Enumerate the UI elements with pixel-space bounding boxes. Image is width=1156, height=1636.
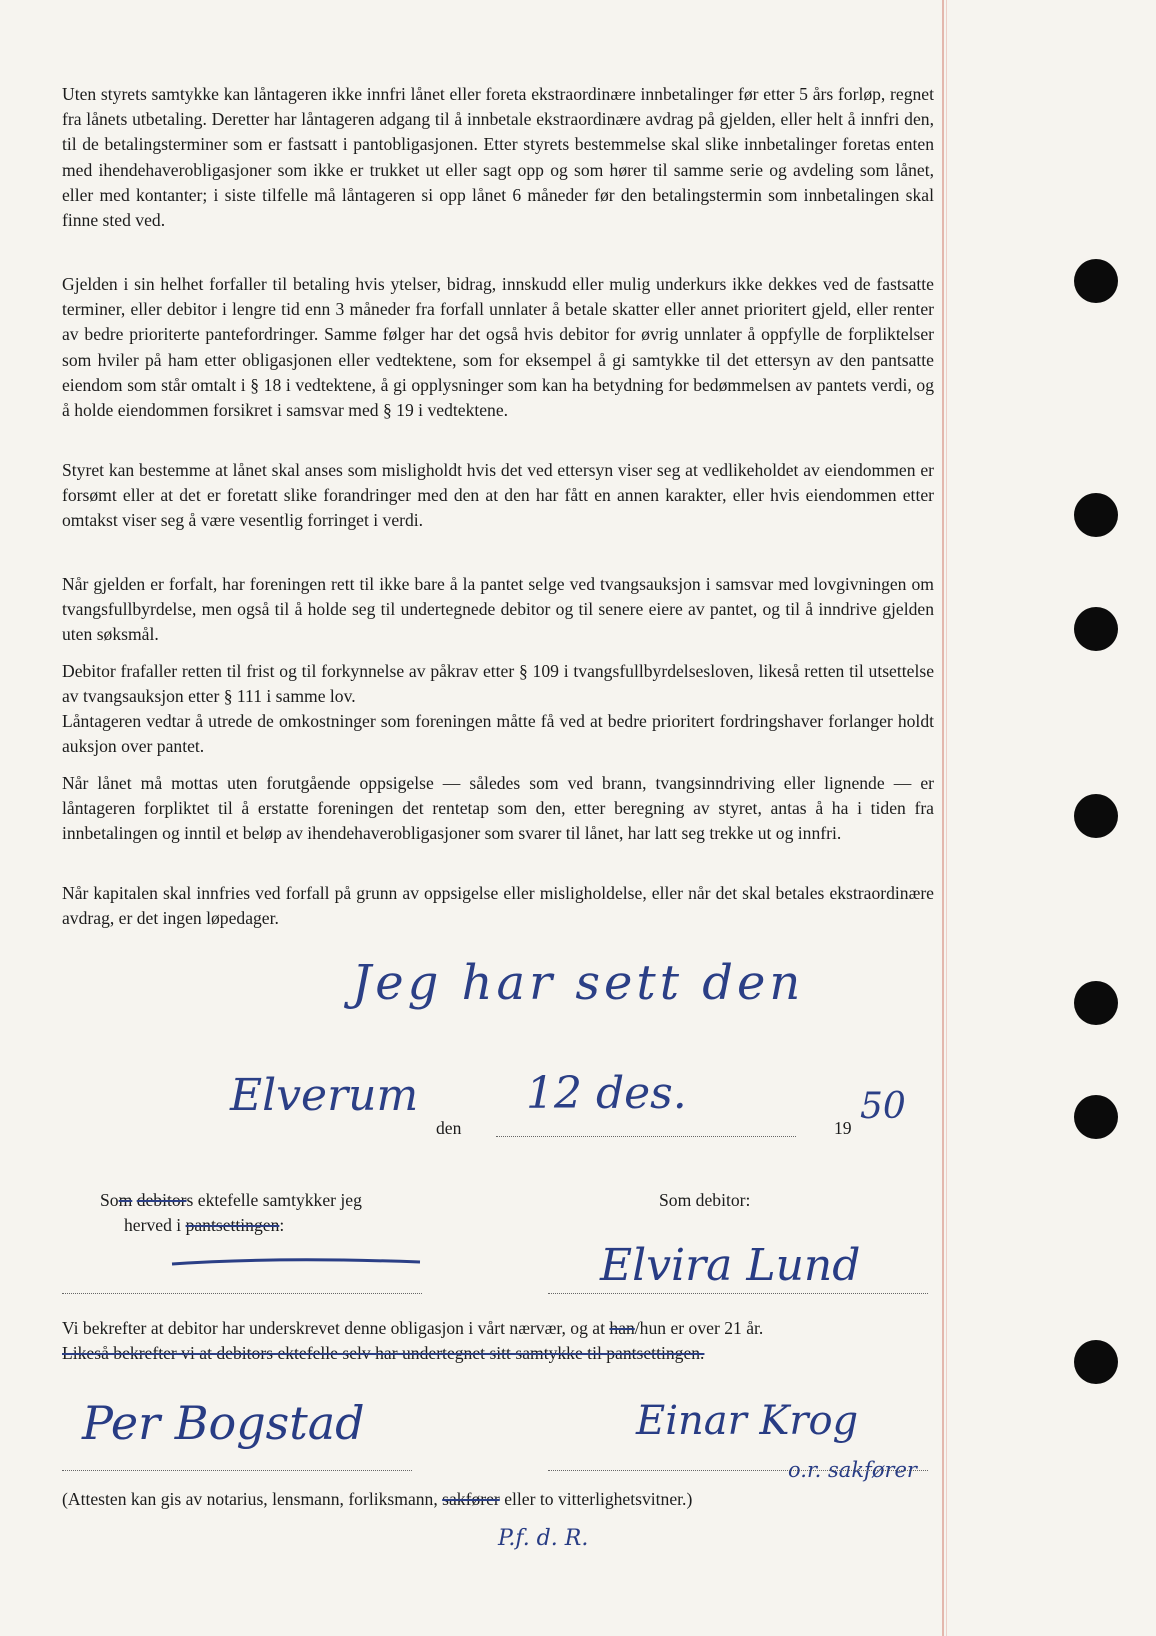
punch-hole bbox=[1074, 1340, 1118, 1384]
paragraph-foreclosure: Når gjelden er forfalt, har foreningen rett til ikke bare å la pantet selge ved tvangsauksjon i samsvar med lovgivningen om tvangsfullbyrdelse, men også til å holde seg til undertegnede debitor og til senere eiere av pantet, og til å inndrive gjelden uten søksmål. bbox=[62, 574, 934, 645]
place-handwritten: Elverum bbox=[230, 1070, 419, 1121]
certification-line1: Vi bekrefter at debitor har underskrevet denne obligasjon i vårt nærvær, og at han/hun er over 21 år. bbox=[62, 1318, 764, 1338]
handwritten-note: Jeg har sett den bbox=[352, 955, 805, 1011]
date-line bbox=[496, 1136, 796, 1137]
paragraph-grace-days: Når kapitalen skal innfries ved forfall på grunn av oppsigelse eller misligholdelse, eller når det skal betales ekstraordinære avdrag, er det ingen løpedager. bbox=[62, 883, 934, 929]
year-handwritten: 50 bbox=[860, 1086, 906, 1127]
debtor-label: Som debitor: bbox=[659, 1190, 751, 1210]
certification-line2: Likeså bekrefter vi at debitors ektefelle selv har undertegnet sitt samtykke til pantsettingen. bbox=[62, 1343, 705, 1363]
attest-note: (Attesten kan gis av notarius, lensmann, forliksmann, sakfører eller to vitterlighetsvitner.) bbox=[62, 1489, 693, 1509]
margin-rule-inner bbox=[946, 0, 947, 1636]
year-prefix: 19 bbox=[834, 1118, 852, 1138]
paragraph-waiver: Debitor frafaller retten til frist og til forkynnelse av påkrav etter § 109 i tvangsfullbyrdelsesloven, likeså retten til utsettelse av tvangsauksjon etter § 111 i samme lov. bbox=[62, 661, 934, 707]
paragraph-default: Gjelden i sin helhet forfaller til betaling hvis ytelser, bidrag, innskudd eller mulig underkurs ikke dekkes ved de fastsatte terminer, eller debitor i lengre tid enn 3 måneder fra forfall unnlater å betale skatter eller annet prioritert gjeld, eller renter av bedre prioriterte pantefordringer. Samme følger har det også hvis debitor for øvrig unnlater å oppfylle de forpliktelser som hviler på ham etter obligasjonen eller vedtektene, som for eksempel å gi samtykke til det ettersyn av den pantsatte eiendom som står omtalt i § 18 i vedtektene, å gi opplysninger som kan ha betydning for bedømmelsen av pantets verdi, og å holde eiendommen forsikret i samsvar med § 19 i vedtektene. bbox=[62, 274, 934, 421]
debtor-signature-line bbox=[548, 1293, 928, 1294]
date-handwritten: 12 des. bbox=[526, 1068, 687, 1119]
witness2-title: o.r. sakfører bbox=[788, 1458, 917, 1482]
initials: P.f. d. R. bbox=[498, 1526, 589, 1551]
witness2-line bbox=[548, 1470, 928, 1471]
den-label: den bbox=[436, 1118, 462, 1138]
spouse-consent-line1: Som debitors ektefelle samtykker jeg bbox=[100, 1190, 362, 1210]
punch-hole bbox=[1074, 1095, 1118, 1139]
punch-hole bbox=[1074, 607, 1118, 651]
margin-rule bbox=[942, 0, 944, 1636]
paragraph-maintenance: Styret kan bestemme at lånet skal anses som misligholdt hvis det ved ettersyn viser seg at vedlikeholdet av eiendommen er forsømt eller at det er foretatt slike forandringer med den at den har fått en annen karakter, eller hvis eiendommen etter omtakst viser seg å være vesentlig forringet i verdi. bbox=[62, 460, 934, 531]
paragraph-interest-loss: Når lånet må mottas uten forutgående oppsigelse — således som ved brann, tvangsinndriving eller lignende — er låntageren forpliktet til å erstatte foreningen det rentetap som den, etter beregning av styret, antas å ha i tiden fra innbetalingen og inntil et beløp av ihendehaverobligasjoner som svarer til lånet, har latt seg trekke ut og innfri. bbox=[62, 773, 934, 844]
spouse-signature-strike bbox=[170, 1252, 430, 1272]
spouse-consent-line2: herved i pantsettingen: bbox=[124, 1215, 285, 1235]
punch-hole bbox=[1074, 493, 1118, 537]
paragraph-costs: Låntageren vedtar å utrede de omkostninger som foreningen måtte få ved at bedre prioritert fordringshaver forlanger holdt auksjon over pantet. bbox=[62, 711, 934, 757]
paragraph-early-repayment: Uten styrets samtykke kan låntageren ikke innfri lånet eller foreta ekstraordinære innbetalinger før etter 5 års forløp, regnet fra lånets utbetaling. Deretter har låntageren adgang til å innbetale ekstraordinære avdrag på gjelden, eller helt å innfri den, til de betalingsterminer som er fastsatt i pantobligasjonen. Etter styrets bestemmelse skal slike innbetalinger foretas enten med ihendehaverobligasjoner som ikke er trukket ut eller sagt opp og som hører til samme serie og avdeling som lånet, eller med kontanter; i siste tilfelle må låntageren si opp lånet 6 måneder før den betalingstermin som innbetalingen skal finne sted ved. bbox=[62, 84, 934, 231]
debtor-signature: Elvira Lund bbox=[600, 1240, 861, 1291]
spouse-signature-line bbox=[62, 1293, 422, 1294]
witness2-signature: Einar Krog bbox=[636, 1398, 859, 1444]
punch-hole bbox=[1074, 794, 1118, 838]
punch-hole bbox=[1074, 981, 1118, 1025]
punch-hole bbox=[1074, 259, 1118, 303]
witness1-line bbox=[62, 1470, 412, 1471]
witness1-signature: Per Bogstad bbox=[82, 1396, 365, 1450]
